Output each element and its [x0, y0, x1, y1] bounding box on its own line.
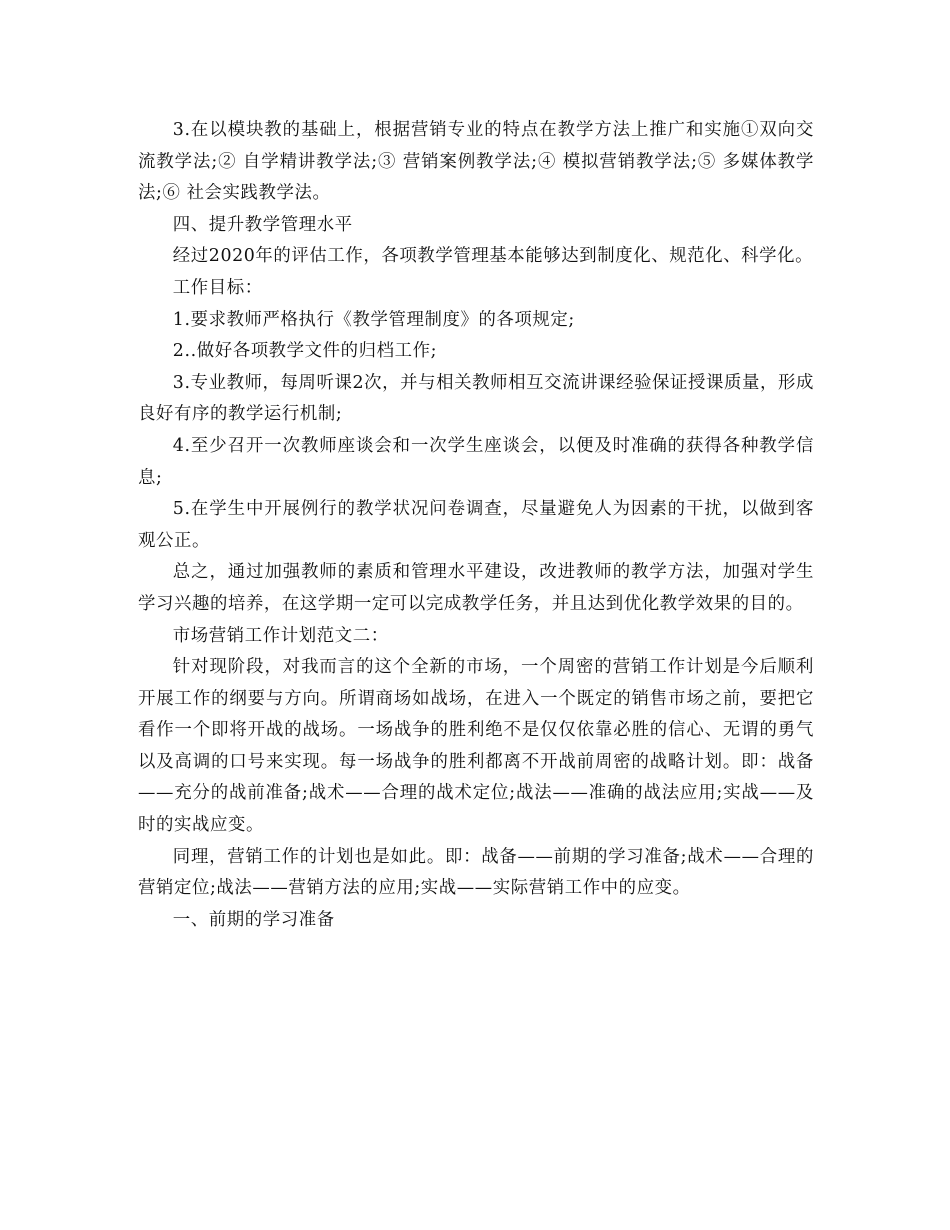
paragraph-evaluation: 经过2020年的评估工作，各项教学管理基本能够达到制度化、规范化、科学化。	[172, 246, 814, 267]
goal-item-1: 1.要求教师严格执行《教学管理制度》的各项规定;	[172, 309, 575, 330]
goal-item-2: 2..做好各项教学文件的归档工作;	[172, 341, 438, 362]
paragraph-marketing-plan: 同理，营销工作的计划也是如此。即：战备——前期的学习准备;战术——合理的营销定位;战法——营销方法的应用;实战——实际营销工作中的应变。	[138, 846, 814, 899]
paragraph-summary: 总之，通过加强教师的素质和管理水平建设，改进教师的教学方法，加强对学生学习兴趣的培养，在这学期一定可以完成教学任务，并且达到优化教学效果的目的。	[138, 562, 814, 614]
section-heading-teaching-management: 四、提升教学管理水平	[172, 214, 353, 235]
work-goals-label: 工作目标：	[172, 277, 263, 298]
document-page	[138, 115, 814, 936]
section-heading-preparation: 一、前期的学习准备	[172, 909, 335, 930]
paragraph-market-strategy: 针对现阶段，对我而言的这个全新的市场，一个周密的营销工作计划是今后顺利开展工作的纲要与方向。所谓商场如战场，在进入一个既定的销售市场之前，要把它看作一个即将开战的战场。一场战争的胜利绝不是仅仅依靠必胜的信心、无谓的勇气以及高调的口号来实现。每一场战争的胜利都离不开战前周密的战略计划。即：战备——充分的战前准备;战术——合理的战术定位;战法——准确的战法应用;实战——及时的实战应变。	[138, 657, 814, 836]
goal-item-3: 3.专业教师，每周听课2次，并与相关教师相互交流讲课经验保证授课质量，形成良好有序的教学运行机制;	[138, 372, 814, 425]
paragraph-teaching-methods: 3.在以模块教的基础上，根据营销专业的特点在教学方法上推广和实施①双向交流教学法;② 自学精讲教学法;③ 营销案例教学法;④ 模拟营销教学法;⑤ 多媒体教学法;⑥ 社会实践教学法。	[138, 120, 814, 204]
goal-item-5: 5.在学生中开展例行的教学状况问卷调查，尽量避免人为因素的干扰，以做到客观公正。	[138, 499, 814, 551]
section-heading-sample-two: 市场营销工作计划范文二：	[172, 625, 389, 646]
goal-item-4: 4.至少召开一次教师座谈会和一次学生座谈会，以便及时准确的获得各种教学信息;	[138, 435, 814, 488]
